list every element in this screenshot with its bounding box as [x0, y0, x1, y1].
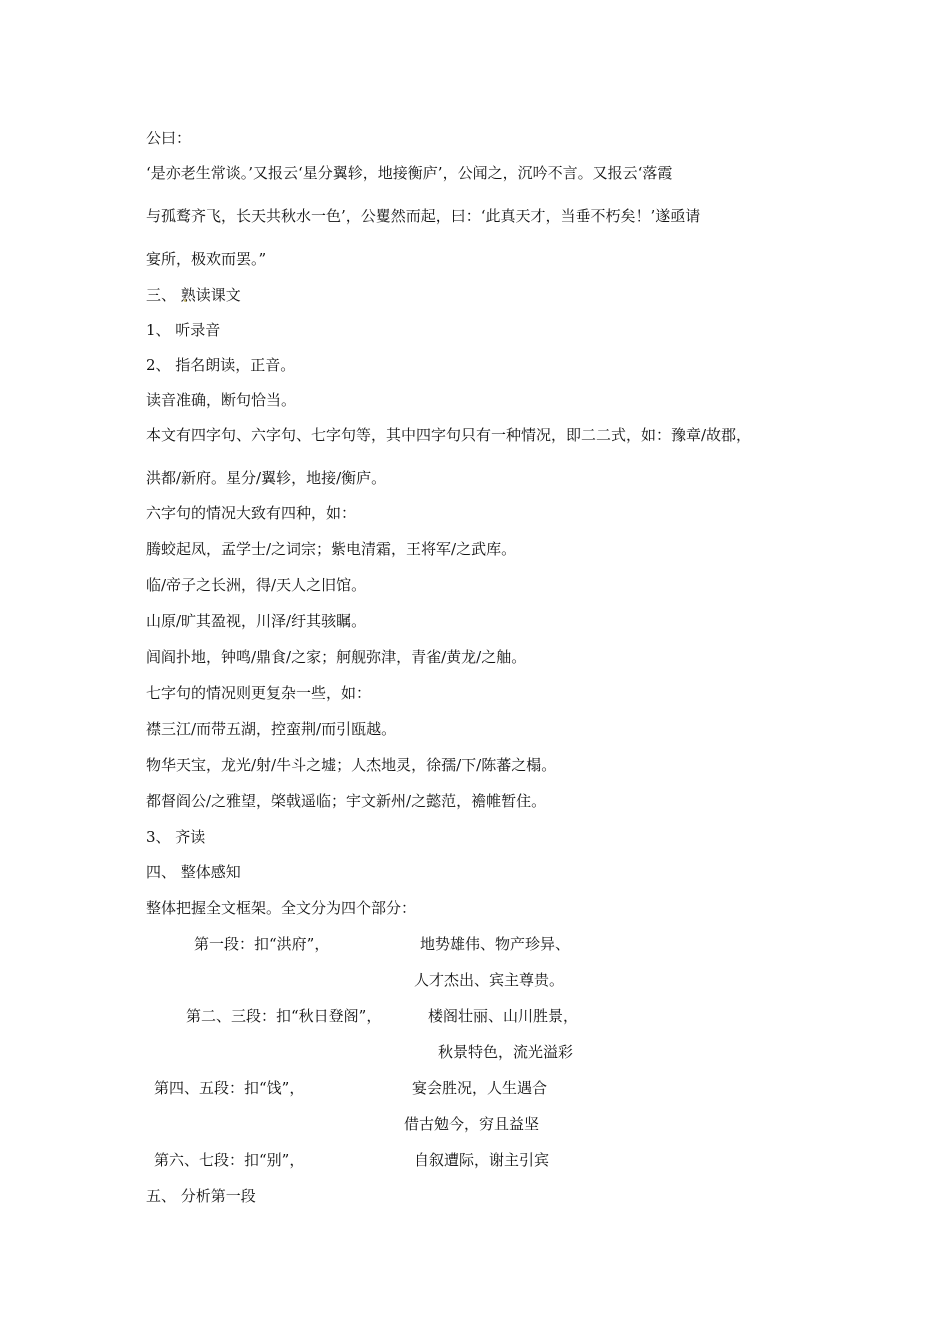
outline-part-detail: 秋景特色，流光溢彩: [438, 1043, 574, 1061]
outline-part-label: 第四、五段：扣“饯”，: [154, 1079, 305, 1097]
outline-part-detail: 人才杰出、宾主尊贵。: [414, 971, 565, 989]
text-line: 与孤鹜齐飞，长天共秋水一色’，公矍然而起，曰：‘此真天才，当垂不朽矣！’遂亟请: [146, 207, 701, 225]
text-line: 腾蛟起凤，孟学士/之词宗；紫电清霜，王将军/之武库。: [146, 540, 517, 558]
outline-part-label: 第二、三段：扣“秋日登阁”，: [186, 1007, 382, 1025]
text-line: 整体把握全文框架。全文分为四个部分：: [146, 899, 417, 917]
text-line: 山原/旷其盈视，川泽/纡其骇瞩。: [146, 612, 367, 630]
outline-part-detail: 宴会胜况，人生遇合: [412, 1079, 548, 1097]
outline-part-detail: 地势雄伟、物产珍异、: [420, 935, 571, 953]
text-line: 宴所，极欢而罢。”: [146, 250, 267, 268]
text-line: 2、 指名朗读，正音。: [146, 356, 296, 374]
text-line: 本文有四字句、六字句、七字句等，其中四字句只有一种情况，即二二式，如：豫章/故郡，: [146, 426, 752, 444]
text-line: 闾阎扑地，钟鸣/鼎食/之家；舸舰弥津，青雀/黄龙/之舳。: [146, 648, 527, 666]
text-line: 物华天宝，龙光/射/牛斗之墟；人杰地灵，徐孺/下/陈蕃之榻。: [146, 756, 557, 774]
outline-part-label: 第六、七段：扣“别”，: [154, 1151, 305, 1169]
text-line: 七字句的情况则更复杂一些，如：: [146, 684, 372, 702]
section-heading: 五、 分析第一段: [146, 1187, 256, 1205]
outline-part-label: 第一段：扣“洪府”，: [194, 935, 330, 953]
text-line: 六字句的情况大致有四种，如：: [146, 504, 357, 522]
text-line: 都督阎公/之雅望，棨戟遥临；宇文新州/之懿范，襜帷暂住。: [146, 792, 547, 810]
outline-part-detail: 借古勉今，穷且益坚: [404, 1115, 540, 1133]
text-line: ‘是亦老生常谈。’又报云‘星分翼轸，地接衡庐’，公闻之，沉吟不言。又报云‘落霞: [146, 164, 673, 182]
text-line: 读音准确，断句恰当。: [146, 391, 297, 409]
text-line: 1、 听录音: [146, 321, 221, 339]
outline-part-detail: 楼阁壮丽、山川胜景，: [428, 1007, 579, 1025]
section-heading: 三、 熟读课文: [146, 286, 241, 304]
text-line: 襟三江/而带五湖，控蛮荆/而引瓯越。: [146, 720, 397, 738]
text-line: 3、 齐读: [146, 828, 206, 846]
outline-part-detail: 自叙遭际，谢主引宾: [414, 1151, 550, 1169]
section-heading: 四、 整体感知: [146, 863, 241, 881]
text-line: 临/帝子之长洲，得/天人之旧馆。: [146, 576, 367, 594]
text-line: 公曰：: [146, 129, 192, 147]
text-line: 洪都/新府。星分/翼轸，地接/衡庐。: [146, 469, 387, 487]
